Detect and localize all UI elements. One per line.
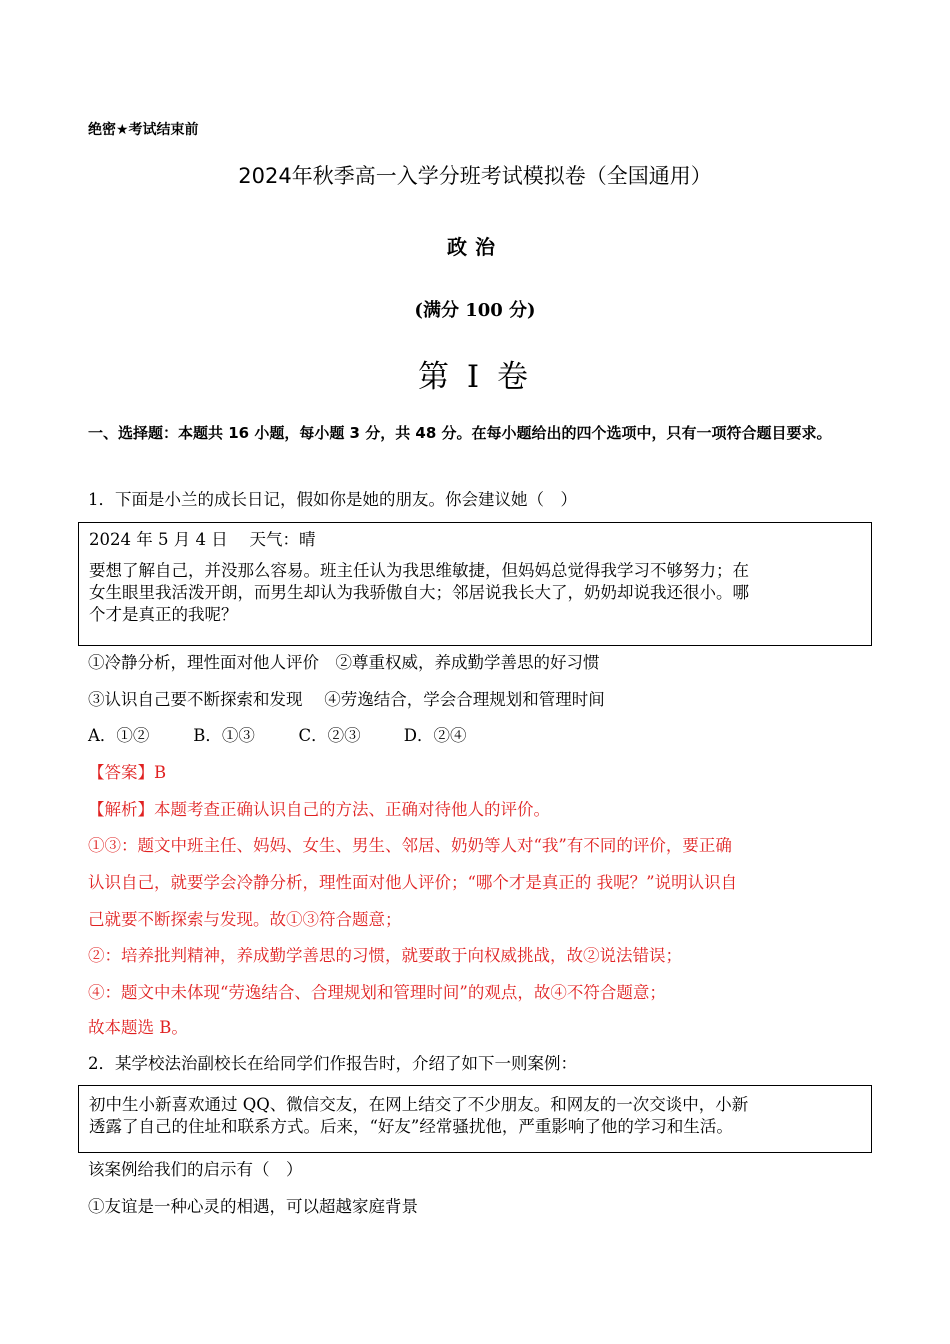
q1-statements-2: ③认识自己要不断探索和发现 ④劳逸结合，学会合理规划和管理时间 — [88, 690, 605, 709]
q1-option-d[interactable]: D．②④ — [403, 726, 467, 745]
q2-question: 该案例给我们的启示有（ ） — [88, 1160, 303, 1179]
q2-statement: ①友谊是一种心灵的相遇，可以超越家庭背景 — [88, 1197, 418, 1216]
q1-stem: 1．下面是小兰的成长日记，假如你是她的朋友。你会建议她（ ） — [88, 490, 577, 509]
q1-option-b[interactable]: B．①③ — [193, 726, 255, 745]
section-instructions: 一、选择题：本题共 16 小题，每小题 3 分，共 48 分。在每小题给出的四个选项中，只有一项符合题目要求。 — [88, 424, 832, 442]
q1-options — [88, 722, 868, 746]
q2-case-line: 初中生小新喜欢通过 QQ、微信交友，在网上结交了不少朋友。和网友的一次交谈中，小新 — [89, 1095, 749, 1114]
q1-analysis-intro: 【解析】本题考查正确认识自己的方法、正确对待他人的评价。 — [88, 800, 550, 819]
confidential-label: 绝密★考试结束前 — [88, 122, 199, 138]
q1-diary-header: 2024 年 5 月 4 日 天气：晴 — [89, 530, 316, 549]
q1-option-a[interactable]: A．①② — [88, 726, 150, 745]
q1-analysis-line: ④：题文中未体现“劳逸结合、合理规划和管理时间”的观点，故④不符合题意； — [88, 983, 666, 1002]
volume-heading: 第 I 卷 — [418, 359, 532, 395]
q1-analysis-line: ①③：题文中班主任、妈妈、女生、男生、邻居、奶奶等人对“我”有不同的评价，要正确 — [88, 836, 732, 855]
q1-statements-1: ①冷静分析，理性面对他人评价 ②尊重权威，养成勤学善思的好习惯 — [88, 653, 600, 672]
q1-diary-line: 要想了解自己，并没那么容易。班主任认为我思维敏捷，但妈妈总觉得我学习不够努力；在 — [89, 561, 749, 580]
q1-conclusion: 故本题选 B。 — [88, 1018, 188, 1037]
q2-stem: 2．某学校法治副校长在给同学们作报告时，介绍了如下一则案例： — [88, 1054, 577, 1073]
full-score: (满分 100 分) — [414, 300, 536, 321]
q1-option-c[interactable]: C．②③ — [298, 726, 361, 745]
q1-diary-line: 个才是真正的我呢？ — [89, 605, 238, 624]
q1-analysis-line: 己就要不断探索与发现。故①③符合题意； — [88, 910, 402, 929]
subject-heading: 政治 — [447, 235, 503, 259]
q1-diary-line: 女生眼里我活泼开朗，而男生却认为我骄傲自大；邻居说我长大了，奶奶却说我还很小。哪 — [89, 583, 749, 602]
q1-diary-box — [78, 522, 872, 646]
q1-analysis-line: 认识自己，就要学会冷静分析，理性面对他人评价；“哪个才是真正的 我呢？”说明认识自 — [88, 873, 738, 892]
q1-answer: 【答案】B — [88, 763, 167, 782]
exam-title: 2024年秋季高一入学分班考试模拟卷（全国通用） — [238, 164, 712, 188]
q2-case-box — [78, 1085, 872, 1153]
q1-analysis-line: ②：培养批判精神，养成勤学善思的习惯，就要敢于向权威挑战，故②说法错误； — [88, 946, 682, 965]
q2-case-line: 透露了自己的住址和联系方式。后来，“好友”经常骚扰他，严重影响了他的学习和生活。 — [89, 1117, 733, 1136]
